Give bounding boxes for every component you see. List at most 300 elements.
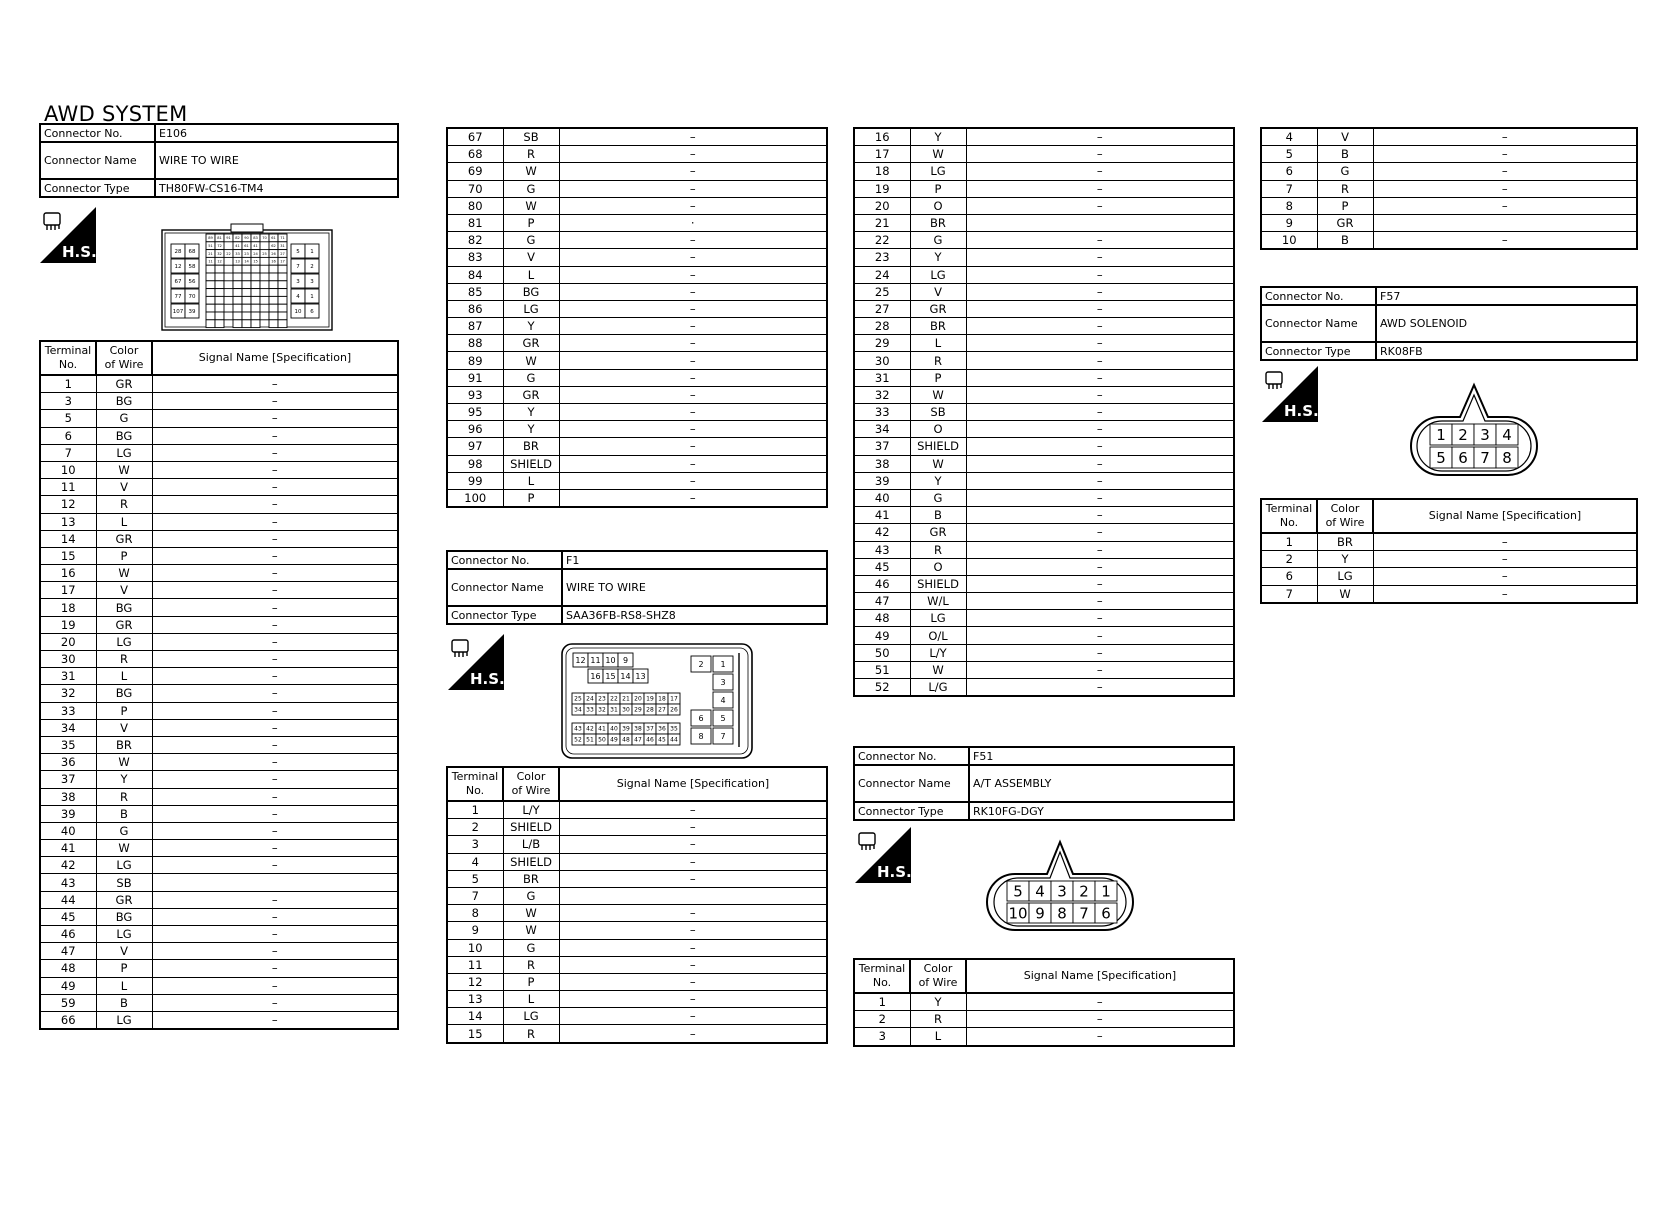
terminal-no-cell: 49 (40, 977, 96, 994)
terminal-no-cell: 18 (854, 163, 910, 180)
signal-name-cell: – (559, 128, 827, 146)
wire-color-cell: R (910, 1011, 966, 1028)
pin-label: 1 (310, 293, 314, 300)
pin-label: 43 (574, 725, 582, 733)
terminal-no-cell: 3 (854, 1028, 910, 1046)
wire-color-cell: R (910, 352, 966, 369)
pin-label: 2 (1458, 425, 1468, 444)
signal-name-cell: – (559, 197, 827, 214)
wire-color-cell: R (1317, 180, 1373, 197)
signal-name-cell: – (559, 266, 827, 283)
table-row (40, 444, 398, 461)
pin-label: 16 (271, 259, 276, 264)
table-row (447, 421, 827, 438)
table-row (447, 853, 827, 870)
wire-color-cell: L/Y (503, 801, 559, 819)
connector-name-label: Connector Name (40, 142, 155, 179)
terminal-no-cell: 9 (447, 922, 503, 939)
pin-cell (224, 281, 233, 289)
terminal-no-cell: 7 (447, 887, 503, 904)
terminal-no-cell: 97 (447, 438, 503, 455)
connector-no-value: F51 (969, 747, 1234, 765)
terminal-no-cell: 47 (854, 593, 910, 610)
table-row (854, 266, 1234, 283)
signal-name-cell: – (152, 719, 398, 736)
wire-color-cell: Y (910, 249, 966, 266)
terminal-no-cell: 45 (40, 908, 96, 925)
f51-terminal-table (853, 958, 1235, 1047)
signal-name-cell: – (152, 616, 398, 633)
wire-color-cell: W (910, 661, 966, 678)
pin-label: 31 (610, 706, 618, 714)
terminal-no-cell: 5 (1261, 146, 1317, 163)
color-wire-header: Color of Wire (1317, 499, 1373, 533)
terminal-no-cell: 84 (447, 266, 503, 283)
table-row (447, 1025, 827, 1043)
pin-cell (233, 312, 242, 320)
table-row (854, 335, 1234, 352)
wire-color-cell: G (503, 887, 559, 904)
terminal-no-cell: 45 (854, 558, 910, 575)
pin-label: 18 (658, 695, 666, 703)
wire-color-cell: V (96, 479, 152, 496)
signal-name-cell: – (966, 386, 1234, 403)
signal-name-cell: – (152, 857, 398, 874)
pin-label: 1 (1436, 425, 1446, 444)
signal-name-cell: – (966, 661, 1234, 678)
terminal-no-cell: 13 (40, 513, 96, 530)
table-row (854, 558, 1234, 575)
pin-label: 52 (574, 736, 582, 744)
table-row (854, 575, 1234, 592)
pin-label: 11 (590, 655, 601, 665)
pin-label: 2 (1079, 882, 1089, 901)
pin-cell (260, 265, 269, 273)
signal-name-cell: – (559, 472, 827, 489)
signal-name-cell: – (152, 822, 398, 839)
pin-label: 6 (310, 308, 314, 315)
wire-color-cell: L (503, 991, 559, 1008)
pin-cell (233, 320, 242, 328)
signal-name-cell: – (152, 908, 398, 925)
connector-type-label: Connector Type (447, 606, 562, 624)
pin-cell (215, 296, 224, 304)
pin-cell (233, 296, 242, 304)
pin-label: 13 (635, 671, 646, 681)
pin-cell (215, 320, 224, 328)
connector-f51-info (853, 746, 1235, 821)
table-row (1261, 128, 1637, 146)
table-row (854, 386, 1234, 403)
wire-color-cell: B (910, 507, 966, 524)
pin-cell (215, 289, 224, 297)
table-row (40, 702, 398, 719)
pin-label: 72 (217, 243, 222, 248)
pin-label: 11 (208, 259, 213, 264)
terminal-no-cell: 87 (447, 318, 503, 335)
terminal-no-cell: 52 (854, 679, 910, 697)
signal-name-cell: – (966, 472, 1234, 489)
table-row (447, 404, 827, 421)
table-row (854, 249, 1234, 266)
terminal-no-cell: 21 (854, 214, 910, 231)
pin-cell (269, 320, 278, 328)
terminal-no-cell: 8 (1261, 197, 1317, 214)
wire-color-cell: BR (910, 214, 966, 231)
connector-type-value: RK08FB (1376, 342, 1637, 360)
terminal-no-cell: 43 (40, 874, 96, 891)
wire-color-cell: L/G (910, 679, 966, 697)
table-row (447, 335, 827, 352)
wire-color-cell: O/L (910, 627, 966, 644)
f51-terminal-table-wrap (853, 958, 1235, 1047)
connector-name-value: A/T ASSEMBLY (969, 765, 1234, 802)
terminal-no-cell: 51 (854, 661, 910, 678)
signal-name-cell: – (559, 404, 827, 421)
pin-label: 81 (217, 236, 222, 241)
connector-no-label: Connector No. (854, 747, 969, 765)
pin-cell (260, 281, 269, 289)
table-row (854, 993, 1234, 1011)
pin-label: 67 (174, 278, 182, 285)
e106-terminal-table-2-wrap (446, 127, 828, 508)
table-row (40, 375, 398, 393)
terminal-no-cell: 68 (447, 146, 503, 163)
pin-cell (251, 304, 260, 312)
wire-color-cell: R (503, 146, 559, 163)
wire-color-cell: LG (96, 444, 152, 461)
pin-label: 12 (217, 259, 222, 264)
table-row (40, 908, 398, 925)
e106-terminal-table (39, 340, 399, 1030)
table-row (40, 427, 398, 444)
terminal-no-cell: 40 (40, 822, 96, 839)
wire-color-cell: R (96, 788, 152, 805)
pin-label: 82 (235, 236, 240, 241)
pin-label: 23 (244, 251, 249, 256)
connector-no-label: Connector No. (40, 124, 155, 142)
terminal-no-cell: 27 (854, 300, 910, 317)
wire-color-cell: W (1317, 585, 1373, 603)
wire-color-cell: W (910, 386, 966, 403)
pin-cell (233, 281, 242, 289)
pin-cell (242, 273, 251, 281)
pin-label: 10 (605, 655, 616, 665)
table-row (447, 836, 827, 853)
terminal-no-cell: 37 (854, 438, 910, 455)
table-row (854, 489, 1234, 506)
signal-name-cell: · (559, 214, 827, 231)
wire-color-cell: BG (96, 599, 152, 616)
wire-color-cell: G (503, 939, 559, 956)
terminal-no-cell: 10 (1261, 232, 1317, 250)
signal-name-cell: – (152, 943, 398, 960)
table-row (40, 496, 398, 513)
table-row (447, 870, 827, 887)
connector-no-label: Connector No. (447, 551, 562, 569)
wire-color-cell: L/B (503, 836, 559, 853)
table-row (854, 472, 1234, 489)
table-row (854, 644, 1234, 661)
pin-cell (242, 265, 251, 273)
table-row (40, 461, 398, 478)
pin-label: 34 (574, 706, 582, 714)
connector-f1-face (561, 643, 753, 763)
signal-name-cell (559, 887, 827, 904)
pin-label: 17 (670, 695, 678, 703)
pin-label: 1 (310, 248, 314, 255)
signal-name-cell: – (152, 805, 398, 822)
signal-name-cell (966, 214, 1234, 231)
signal-name-cell: – (966, 266, 1234, 283)
terminal-no-cell: 83 (447, 249, 503, 266)
wire-color-cell: BR (910, 318, 966, 335)
table-row (40, 994, 398, 1011)
wire-color-cell: Y (910, 472, 966, 489)
pin-label: 28 (174, 248, 182, 255)
terminal-no-cell: 12 (40, 496, 96, 513)
terminal-no-cell: 24 (854, 266, 910, 283)
terminal-no-cell: 11 (40, 479, 96, 496)
connector-no-value: F57 (1376, 287, 1637, 305)
wire-color-cell: V (1317, 128, 1373, 146)
signal-name-cell: – (966, 679, 1234, 697)
wire-color-cell: GR (503, 386, 559, 403)
pin-label: 12 (174, 263, 182, 270)
table-row (854, 300, 1234, 317)
terminal-no-cell: 6 (40, 427, 96, 444)
table-row (854, 524, 1234, 541)
terminal-no-cell: 30 (854, 352, 910, 369)
wire-color-cell: W (503, 197, 559, 214)
table-row (854, 197, 1234, 214)
signal-name-cell: – (152, 479, 398, 496)
table-row (447, 146, 827, 163)
table-row (40, 410, 398, 427)
table-row (854, 1011, 1234, 1028)
pin-cell (242, 289, 251, 297)
pin-label: 22 (610, 695, 618, 703)
signal-name-cell: – (152, 891, 398, 908)
wire-color-cell: SHIELD (503, 819, 559, 836)
terminal-no-cell: 8 (447, 905, 503, 922)
pin-cell (224, 296, 233, 304)
wire-color-cell: GR (96, 616, 152, 633)
table-row (40, 599, 398, 616)
table-row (447, 956, 827, 973)
pin-cell (278, 304, 287, 312)
signal-name-cell: – (966, 197, 1234, 214)
pin-cell (269, 281, 278, 289)
pin-label: 3 (1480, 425, 1490, 444)
table-row (854, 1028, 1234, 1046)
terminal-no-cell: 5 (40, 410, 96, 427)
pin-label: 5 (296, 248, 300, 255)
table-row (40, 685, 398, 702)
pin-cell (242, 281, 251, 289)
pin-cell (242, 312, 251, 320)
signal-name-cell: – (1373, 128, 1637, 146)
wire-color-cell: Y (910, 993, 966, 1011)
pin-label: 6 (1458, 448, 1468, 467)
table-row (1261, 551, 1637, 568)
terminal-no-header: Terminal No. (854, 959, 910, 993)
terminal-no-cell: 3 (447, 836, 503, 853)
connector-f51-face (985, 838, 1135, 938)
pin-label: 44 (670, 736, 678, 744)
signal-name-cell: – (152, 530, 398, 547)
wire-color-cell: BG (96, 427, 152, 444)
connector-name-label: Connector Name (447, 569, 562, 606)
pin-label: 37 (646, 725, 654, 733)
table-row (854, 146, 1234, 163)
terminal-no-cell: 85 (447, 283, 503, 300)
wire-color-cell: B (96, 805, 152, 822)
terminal-no-cell: 14 (40, 530, 96, 547)
table-row (447, 249, 827, 266)
terminal-no-header: Terminal No. (40, 341, 96, 375)
table-row (1261, 232, 1637, 250)
terminal-no-cell: 42 (854, 524, 910, 541)
pin-label: 4 (720, 695, 726, 705)
hs-label: H.S. (470, 670, 504, 688)
signal-name-header: Signal Name [Specification] (966, 959, 1234, 993)
signal-name-cell: – (1373, 551, 1637, 568)
terminal-no-cell: 23 (854, 249, 910, 266)
connector-f1-panel (446, 550, 828, 625)
pin-label: 47 (634, 736, 642, 744)
wire-color-cell: R (503, 956, 559, 973)
signal-name-cell: – (559, 853, 827, 870)
signal-name-cell: – (152, 410, 398, 427)
signal-name-cell: – (152, 960, 398, 977)
wire-color-cell: LG (96, 633, 152, 650)
pin-label: 38 (634, 725, 642, 733)
terminal-no-cell: 47 (40, 943, 96, 960)
connector-e106-panel (39, 123, 399, 198)
pin-label: 19 (646, 695, 654, 703)
terminal-no-cell: 46 (854, 575, 910, 592)
wire-color-cell: Y (1317, 551, 1373, 568)
pin-cell (278, 281, 287, 289)
wire-color-cell: L (910, 1028, 966, 1046)
pin-label: 32 (217, 251, 222, 256)
signal-name-cell: – (559, 146, 827, 163)
table-row (40, 633, 398, 650)
table-row (447, 887, 827, 904)
color-wire-header: Color of Wire (503, 767, 559, 801)
pin-label: 56 (188, 278, 196, 285)
connector-f51-diagram (985, 838, 1135, 934)
wire-color-cell: W (503, 905, 559, 922)
connector-name-value: WIRE TO WIRE (155, 142, 398, 179)
pin-label: 12 (575, 655, 586, 665)
connector-type-value: TH80FW-CS16-TM4 (155, 179, 398, 197)
pin-label: 9 (1035, 904, 1045, 923)
pin-cell (269, 265, 278, 273)
signal-name-cell: – (966, 421, 1234, 438)
signal-name-cell: – (559, 489, 827, 507)
signal-name-cell: – (966, 283, 1234, 300)
wire-color-cell: LG (96, 926, 152, 943)
wire-color-cell: Y (503, 404, 559, 421)
wire-color-cell: SHIELD (910, 438, 966, 455)
connector-e106-diagram (161, 222, 333, 332)
terminal-no-cell: 31 (854, 369, 910, 386)
pin-label: 20 (634, 695, 642, 703)
pin-label: 22 (226, 251, 231, 256)
signal-name-cell: – (152, 599, 398, 616)
wire-color-cell: R (96, 496, 152, 513)
pin-label: 10 (294, 308, 302, 315)
pin-cell (215, 281, 224, 289)
pin-cell (224, 312, 233, 320)
pin-cell (278, 320, 287, 328)
terminal-no-cell: 1 (1261, 533, 1317, 551)
wire-color-cell: W (96, 565, 152, 582)
connector-f51-panel (853, 746, 1235, 821)
pin-cell (233, 304, 242, 312)
terminal-no-cell: 34 (40, 719, 96, 736)
terminal-no-cell: 16 (854, 128, 910, 146)
table-row (1261, 533, 1637, 551)
signal-name-cell: – (966, 644, 1234, 661)
pin-label: 45 (658, 736, 666, 744)
pin-label: 90 (244, 236, 249, 241)
pin-cell (206, 304, 215, 312)
signal-name-cell: – (152, 668, 398, 685)
wire-color-cell: SB (96, 874, 152, 891)
terminal-no-cell: 22 (854, 232, 910, 249)
signal-name-cell: – (559, 438, 827, 455)
table-row (40, 582, 398, 599)
table-row (40, 530, 398, 547)
signal-name-cell: – (966, 163, 1234, 180)
connector-type-value: RK10FG-DGY (969, 802, 1234, 820)
terminal-no-cell: 41 (40, 840, 96, 857)
table-row (447, 939, 827, 956)
terminal-no-cell: 46 (40, 926, 96, 943)
table-row (447, 232, 827, 249)
wire-color-cell: V (910, 283, 966, 300)
signal-name-header: Signal Name [Specification] (1373, 499, 1637, 533)
pin-label: 1 (720, 659, 726, 669)
wire-color-cell: GR (910, 300, 966, 317)
terminal-no-cell: 7 (1261, 180, 1317, 197)
terminal-no-cell: 82 (447, 232, 503, 249)
pin-label: 39 (188, 308, 196, 315)
f1-terminal-table (446, 766, 828, 1044)
pin-label: 5 (1013, 882, 1023, 901)
signal-name-cell: – (152, 393, 398, 410)
wire-color-cell: G (503, 369, 559, 386)
pin-label: 33 (586, 706, 594, 714)
terminal-no-cell: 49 (854, 627, 910, 644)
connector-no-label: Connector No. (1261, 287, 1376, 305)
pin-label: 15 (605, 671, 616, 681)
pin-label: 1 (1101, 882, 1111, 901)
signal-name-cell: – (559, 1008, 827, 1025)
e106-terminal-table-continued (446, 127, 828, 508)
signal-name-cell: – (152, 994, 398, 1011)
wire-color-cell: O (910, 558, 966, 575)
pin-label: 4 (1502, 425, 1512, 444)
signal-name-cell: – (559, 455, 827, 472)
signal-name-cell: – (966, 507, 1234, 524)
wire-color-cell: G (503, 232, 559, 249)
terminal-no-cell: 9 (1261, 214, 1317, 231)
wire-color-cell: BG (96, 908, 152, 925)
